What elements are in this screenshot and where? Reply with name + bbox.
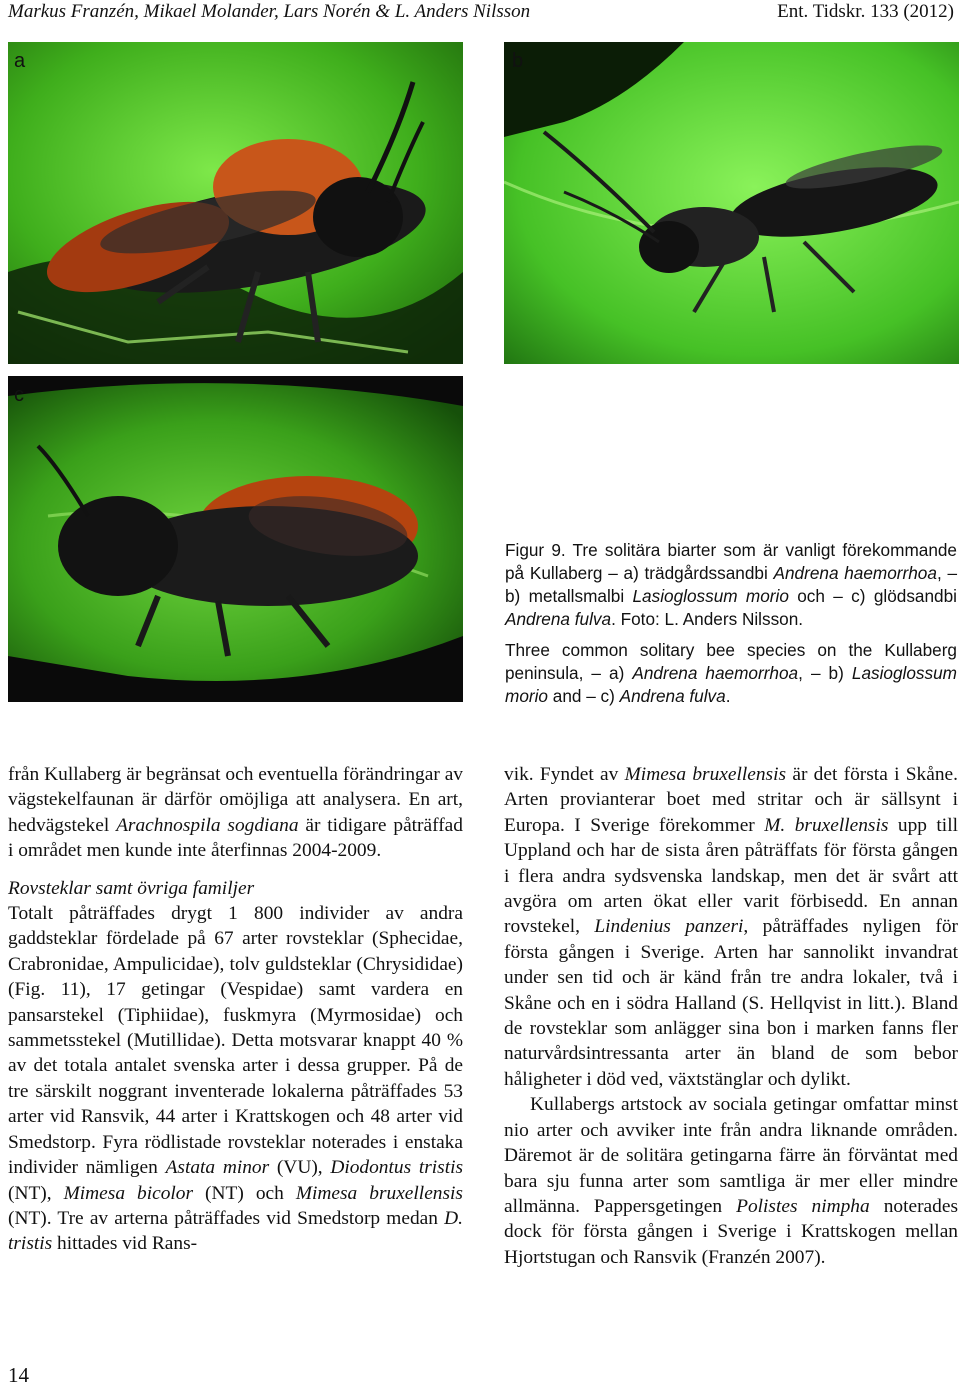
body-column-right (504, 762, 958, 1270)
running-header-authors: Markus Franzén, Mikael Molander, Lars Norén & L. Anders Nilsson (8, 1, 531, 22)
paragraph-rovsteklar-continued: vik. Fyndet av Mimesa bruxellensis är det första i Skåne. Arten provianterar boet med stritar och är sällsynt i Europa. I Sverige förekommer M. bruxellensis upp till Uppland och har de sista åren påträffats för första gången i flera andra sydsvenska landskap, men det är svårt att avgöra om arten ökat eller varit förbisedd. En annan rovstekel, Lindenius panzeri, påträffades nyligen för första gången i Sverige. Arten har sannolikt invandrat under sen tid och är känd från tre andra lokaler, två i Skåne och en i södra Halland (S. Hellqvist in litt.). Bland de rovsteklar som anlägger sina bon i marken fanns fler naturvårdsintressanta arter än bland de som bebor håligheter i död ved, växtstänglar och dylikt. (504, 764, 958, 1090)
page-number: 14 (8, 1363, 29, 1387)
photo-b-lasioglossum-morio (504, 42, 959, 364)
photo-a-andrena-haemorrhoa (8, 42, 463, 364)
photo-label-b: b (512, 50, 524, 72)
running-header-journal: Ent. Tidskr. 133 (2012) (777, 1, 954, 22)
body-column-left (8, 762, 463, 1257)
photo-c-andrena-fulva (8, 376, 463, 702)
paragraph-vagsteklar-end: från Kullaberg är begränsat och eventuella förändringar av vägstekelfaunan är därför omöjliga att analysera. En art, hedvägstekel Arachnospila sogdiana är tidigare påträffad i området men kunde inte återfinnas 2004-2009. (8, 764, 463, 862)
paragraph-getingar: Kullabergs artstock av sociala getingar omfattar minst nio arter och avviker inte från andra liknande områden. Däremot är de solitära getingarna färre än förväntat med bara sju funna arter som samtliga är mer eller mindre allmänna. Pappersgetingen Polistes nimpha noterades dock för första gången i Sverige i Krattskogen mellan Hjortstugan och Ransvik (Franzén 2007). (504, 1094, 958, 1268)
photo-label-a: a (14, 50, 26, 72)
paragraph-rovsteklar: Totalt påträffades drygt 1 800 individer av andra gaddsteklar fördelade på 67 arter rovsteklar (Sphecidae, Crabronidae, Ampulicidae), tolv guldsteklar (Chrysididae) (Fig. 11), 17 getingar (Vespidae) samt vardera en pansarstekel (Tiphiidae), fuskmyra (Myrmosidae) och sammetsstekel (Mutillidae). Detta motsvarar knappt 40 % av det totala antalet svenska arter i dessa grupper. På de tre särskilt noggrant inventerade lokalerna påträffades 53 arter vid Ransvik, 44 arter i Krattskogen och 48 arter vid Smedstorp. Fyra rödlistade rovsteklar noterades i enstaka individer nämligen Astata minor (VU), Diodontus tristis (NT), Mimesa bicolor (NT) och Mimesa bruxellensis (NT). Tre av arterna påträffades vid Smedstorp medan D. tristis hittades vid Rans- (8, 903, 464, 1255)
figure-caption-english: Three common solitary bee species on the Kullaberg peninsula, – a) Andrena haemorrhoa, – b) Lasioglossum morio and – c) Andrena fulva. (505, 640, 957, 706)
section-subheading: Rovsteklar samt övriga familjer (8, 877, 255, 899)
figure-caption-swedish: Figur 9. Tre solitära biarter som är vanligt förekommande på Kullaberg – a) trädgårdssandbi Andrena haemorrhoa, – b) metallsmalbi Lasioglossum morio och – c) glödsandbi Andrena fulva. Foto: L. Anders Nilsson. (505, 540, 958, 629)
photo-label-c: c (14, 384, 24, 406)
